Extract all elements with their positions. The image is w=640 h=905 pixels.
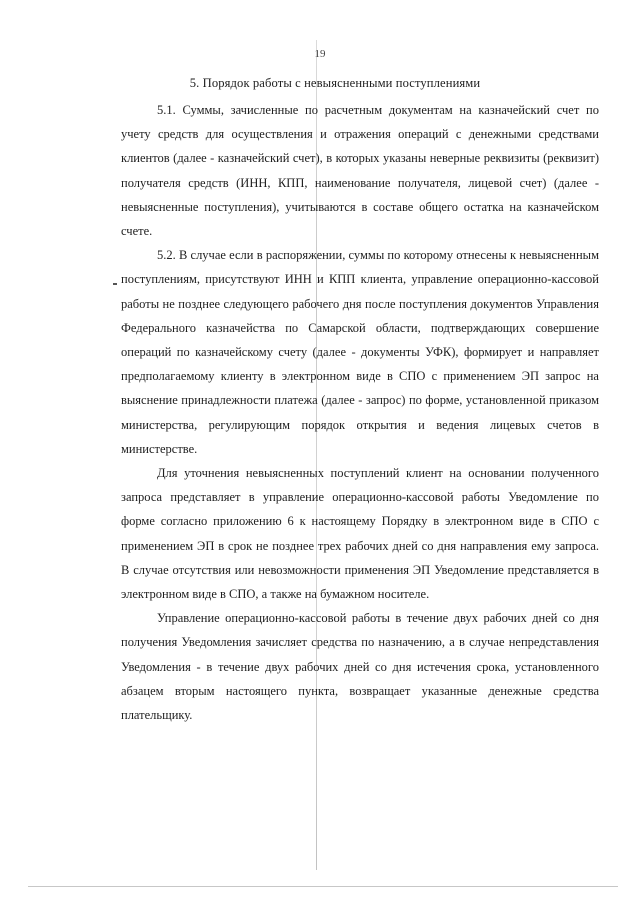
page-number: 19 xyxy=(314,48,326,60)
paragraph-5-2: 5.2. В случае если в распоряжении, суммы по которому отнесены к невыясненным поступлениям, присутствуют ИНН и КПП клиента, управление операционно-кассовой работы не позднее следующего рабочего дня после поступления документов Управления Федерального казначейства по Самарской области, подтверждающих совершение операций по казначейскому счету (далее - документы УФК), формирует и направляет предполагаемому клиенту в электронном виде в СПО с применением ЭП запрос на выяснение принадлежности платежа (далее - запрос) по форме, установленной приказом министерства, регулирующим порядок открытия и ведения лицевых счетов в министерстве. xyxy=(121,248,599,456)
paragraph-clarification: Для уточнения невыясненных поступлений клиент на основании полученного запроса представляет в управление операционно-кассовой работы Уведомление по форме согласно приложению 6 к настоящему Порядку в электронном виде в СПО с применением ЭП в срок не позднее трех рабочих дней со дня направления ему запроса. В случае отсутствия или невозможности применения ЭП Уведомление представляется в электронном виде в СПО, а также на бумажном носителе. xyxy=(121,466,599,602)
document-body xyxy=(121,98,599,727)
page-bottom-edge xyxy=(28,886,618,887)
paragraph-5-1: 5.1. Суммы, зачисленные по расчетным документам на казначейский счет по учету средств для осуществления и отражения операций с денежными средствами клиентов (далее - казначейский счет), в которых указаны неверные реквизиты (реквизит) получателя средств (ИНН, КПП, наименование получателя, лицевой счет) (далее - невыясненные поступления), учитываются в составе общего остатка на казначейском счете. xyxy=(121,103,599,239)
section-heading: 5. Порядок работы с невыясненными поступлениями xyxy=(189,76,481,90)
paragraph-crediting: Управление операционно-кассовой работы в течение двух рабочих дней со дня получения Уведомления зачисляет средства по назначению, а в случае непредставления Уведомления - в течение двух рабочих дней со дня истечения срока, установленного абзацем вторым настоящего пункта, возвращает указанные денежные средства плательщику. xyxy=(121,611,599,723)
scan-mark xyxy=(113,283,117,285)
